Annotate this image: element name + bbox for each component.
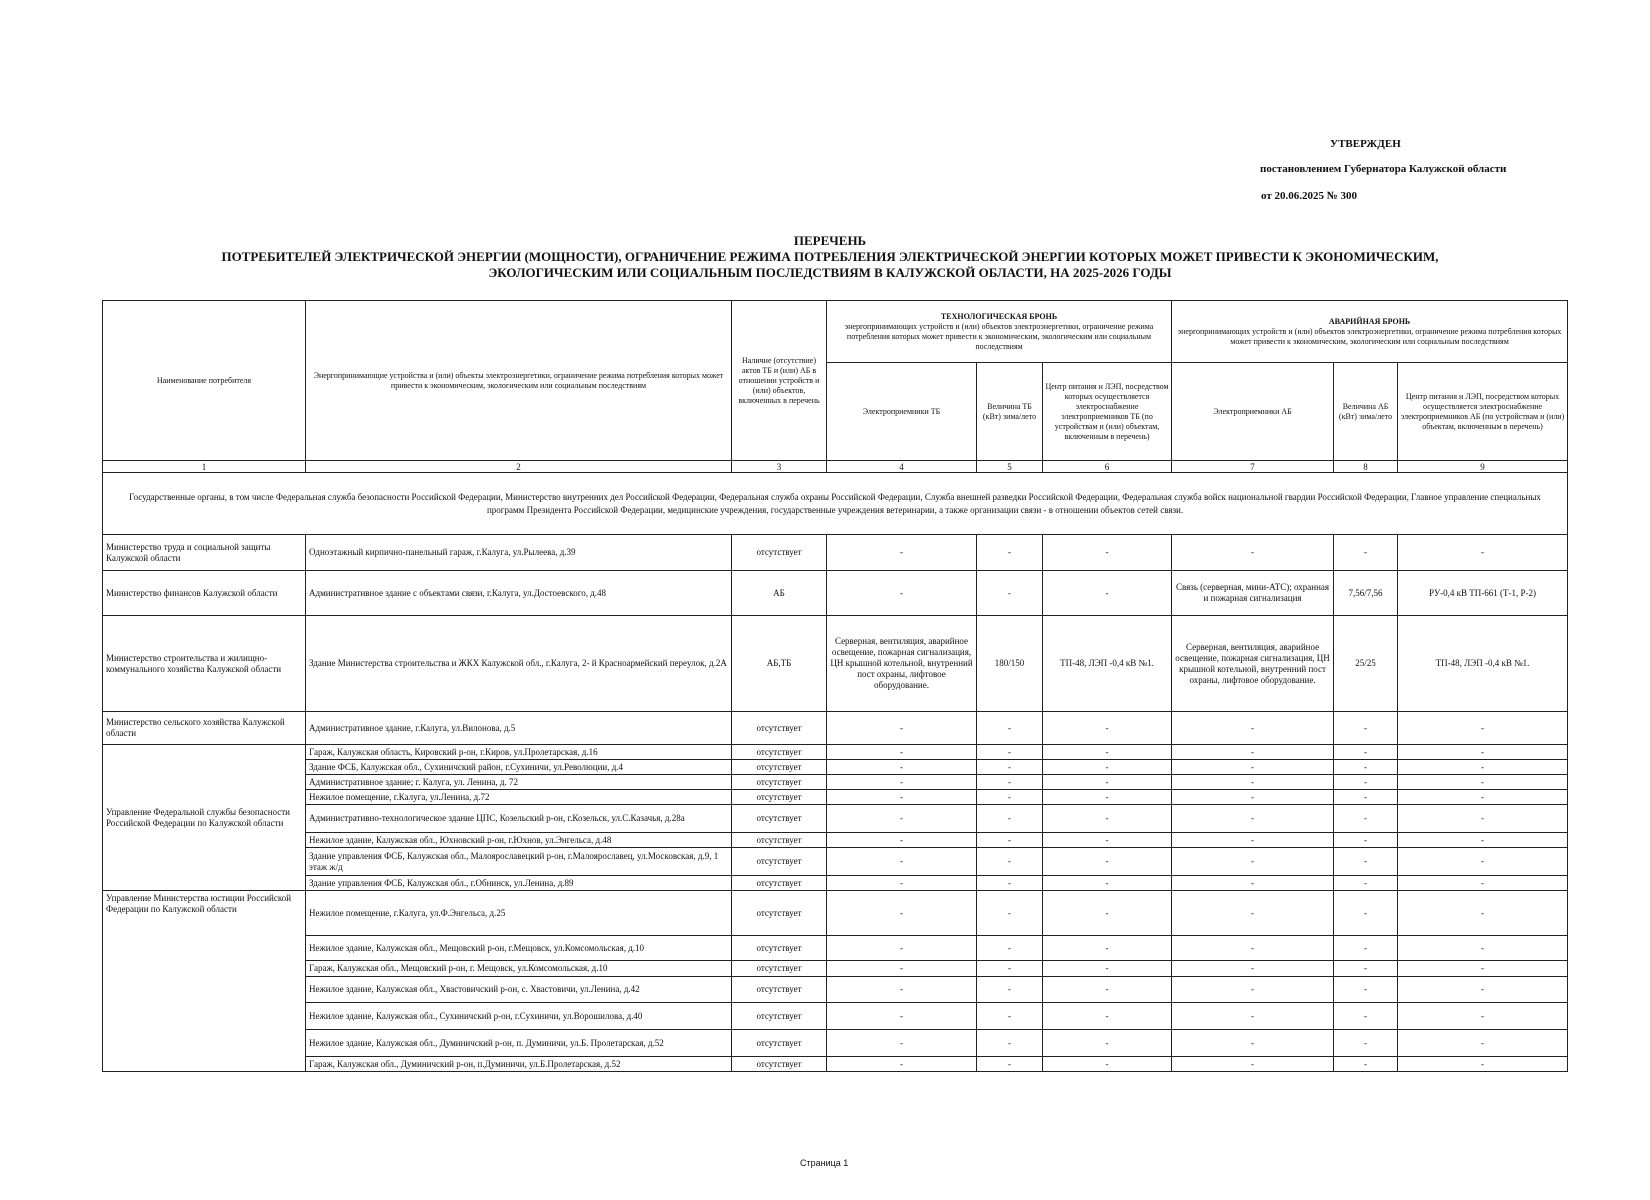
header-row-1 <box>103 301 1568 363</box>
table-row <box>103 745 1568 760</box>
ab-center-cell: - <box>1398 775 1568 790</box>
approval-decree: постановлением Губернатора Калужской области <box>1260 163 1507 175</box>
tb-center-cell: - <box>1043 1057 1172 1072</box>
ab-value-cell: - <box>1334 1003 1398 1030</box>
tb-center-cell: - <box>1043 535 1172 571</box>
title-line-1: ПЕРЕЧЕНЬ <box>793 233 867 248</box>
tb-center-cell: - <box>1043 1003 1172 1030</box>
object-cell: Нежилое здание, Калужская обл., Хвастовичский р-он, с. Хвастовичи, ул.Ленина, д.42 <box>306 977 732 1003</box>
tb-center-cell: - <box>1043 571 1172 616</box>
tb-receivers-cell: - <box>827 712 977 745</box>
ab-value-cell: - <box>1334 745 1398 760</box>
ab-receivers-cell: - <box>1172 936 1334 961</box>
ab-value-cell: 25/25 <box>1334 616 1398 712</box>
header-consumer: Наименование потребителя <box>103 301 306 461</box>
tb-center-cell: - <box>1043 790 1172 805</box>
column-number: 1 <box>103 461 306 473</box>
tb-receivers-cell: - <box>827 775 977 790</box>
ab-center-cell: ТП-48, ЛЭП -0,4 кВ №1. <box>1398 616 1568 712</box>
ab-center-cell: - <box>1398 805 1568 833</box>
ab-value-cell: - <box>1334 775 1398 790</box>
ab-center-cell: - <box>1398 876 1568 891</box>
org-name: Управление Федеральной службы безопасности Российской Федерации по Калужской области <box>103 745 306 891</box>
section-row <box>103 473 1568 535</box>
tb-center-cell: - <box>1043 977 1172 1003</box>
ab-receivers-cell: - <box>1172 891 1334 936</box>
header-tb-value: Величина ТБ (кВт) зима/лето <box>977 363 1043 461</box>
table-row <box>103 977 1568 1003</box>
ab-receivers-cell: Связь (серверная, мини-АТС); охранная и пожарная сигнализация <box>1172 571 1334 616</box>
tb-receivers-cell: - <box>827 745 977 760</box>
tb-center-cell: - <box>1043 745 1172 760</box>
ab-center-cell: - <box>1398 936 1568 961</box>
header-ab-value: Величина АБ (кВт) зима/лето <box>1334 363 1398 461</box>
approval-title: УТВЕРЖДЕН <box>1330 138 1401 150</box>
tech-reserve-subtitle: энергопринимающих устройств и (или) объектов электроэнергетики, ограничение режима потребления которых может привести к экономическим, экологическим или социальным последствиям <box>844 321 1154 351</box>
org-name: Министерство строительства и жилищно-коммунального хозяйства Калужской области <box>103 616 306 712</box>
ab-center-cell: - <box>1398 891 1568 936</box>
object-cell: Административное здание, г.Калуга, ул.Вилонова, д.5 <box>306 712 732 745</box>
tech-reserve-title: ТЕХНОЛОГИЧЕСКАЯ БРОНЬ <box>940 311 1058 321</box>
table-row <box>103 833 1568 848</box>
tb-value-cell: - <box>977 745 1043 760</box>
header-ab-receivers: Электроприемники АБ <box>1172 363 1334 461</box>
table-row <box>103 848 1568 876</box>
acts-cell: отсутствует <box>732 805 827 833</box>
object-cell: Здание ФСБ, Калужская обл., Сухиничский район, г.Сухиничи, ул.Революции, д.4 <box>306 760 732 775</box>
object-cell: Нежилое здание, Калужская обл., Мещовский р-он, г.Мещовск, ул.Комсомольская, д.10 <box>306 936 732 961</box>
tb-value-cell: 180/150 <box>977 616 1043 712</box>
ab-center-cell: - <box>1398 1003 1568 1030</box>
tb-center-cell: ТП-48, ЛЭП -0,4 кВ №1. <box>1043 616 1172 712</box>
acts-cell: отсутствует <box>732 1003 827 1030</box>
ab-receivers-cell: - <box>1172 775 1334 790</box>
table-row <box>103 571 1568 616</box>
acts-cell: отсутствует <box>732 1030 827 1057</box>
tb-value-cell: - <box>977 712 1043 745</box>
tb-center-cell: - <box>1043 936 1172 961</box>
tb-center-cell: - <box>1043 1030 1172 1057</box>
ab-center-cell: - <box>1398 790 1568 805</box>
section-title: Государственные органы, в том числе Федеральная служба безопасности Российской Федерации, Министерство внутренних дел Российской Федерации, Федеральная служба охраны Российской Федерации, Служба внешней разведки Российской Федерации, Федеральная служба войск национальной гвардии Российской Федерации, Главное управление специальных программ Президента Российской Федерации, медицинские учреждения, государственные учреждения ветеринарии, а также организации связи - в отношении объектов сетей связи. <box>103 473 1568 535</box>
acts-cell: отсутствует <box>732 833 827 848</box>
title-line-3: ЭКОЛОГИЧЕСКИМ ИЛИ СОЦИАЛЬНЫМ ПОСЛЕДСТВИЯМ В КАЛУЖСКОЙ ОБЛАСТИ, НА 2025-2026 ГОДЫ <box>488 265 1172 280</box>
tb-receivers-cell: - <box>827 535 977 571</box>
tb-value-cell: - <box>977 805 1043 833</box>
tb-receivers-cell: - <box>827 833 977 848</box>
org-name: Министерство финансов Калужской области <box>103 571 306 616</box>
tb-value-cell: - <box>977 571 1043 616</box>
ab-center-cell: - <box>1398 760 1568 775</box>
ab-receivers-cell: - <box>1172 760 1334 775</box>
ab-value-cell: - <box>1334 936 1398 961</box>
ab-value-cell: - <box>1334 833 1398 848</box>
tb-receivers-cell: - <box>827 891 977 936</box>
header-emergency-reserve <box>1172 301 1568 363</box>
tb-receivers-cell: - <box>827 961 977 977</box>
tb-center-cell: - <box>1043 712 1172 745</box>
column-number: 9 <box>1398 461 1568 473</box>
tb-value-cell: - <box>977 876 1043 891</box>
column-number: 3 <box>732 461 827 473</box>
table-row <box>103 891 1568 936</box>
ab-receivers-cell: - <box>1172 712 1334 745</box>
table-row <box>103 712 1568 745</box>
tb-receivers-cell: - <box>827 876 977 891</box>
table-row <box>103 876 1568 891</box>
ab-value-cell: - <box>1334 805 1398 833</box>
tb-receivers-cell: - <box>827 805 977 833</box>
approval-date: от 20.06.2025 № 300 <box>1261 190 1358 202</box>
ab-center-cell: - <box>1398 1030 1568 1057</box>
acts-cell: отсутствует <box>732 977 827 1003</box>
acts-cell: отсутствует <box>732 891 827 936</box>
ab-receivers-cell: - <box>1172 805 1334 833</box>
ab-center-cell: - <box>1398 535 1568 571</box>
object-cell: Административно-технологическое здание ЦПС, Козельский р-он, г.Козельск, ул.С.Казачья, д.28а <box>306 805 732 833</box>
tb-value-cell: - <box>977 936 1043 961</box>
table-row <box>103 961 1568 977</box>
ab-receivers-cell: - <box>1172 1003 1334 1030</box>
acts-cell: отсутствует <box>732 790 827 805</box>
acts-cell: отсутствует <box>732 745 827 760</box>
emergency-reserve-subtitle: энергопринимающих устройств и (или) объектов электроэнергетики, ограничение режима потребления которых может привести к экономическим, экологическим или социальным последствиям <box>1177 326 1562 346</box>
header-tb-center: Центр питания и ЛЭП, посредством которых осуществляется электроснабжение электроприемников ТБ (по устройствам и (или) объектам, включенным в перечень) <box>1043 363 1172 461</box>
tb-center-cell: - <box>1043 760 1172 775</box>
ab-value-cell: - <box>1334 1030 1398 1057</box>
table-row <box>103 1030 1568 1057</box>
tb-receivers-cell: - <box>827 848 977 876</box>
table-row <box>103 535 1568 571</box>
emergency-reserve-title: АВАРИЙНАЯ БРОНЬ <box>1328 316 1411 326</box>
ab-center-cell: - <box>1398 833 1568 848</box>
ab-receivers-cell: - <box>1172 1057 1334 1072</box>
tb-receivers-cell: - <box>827 1030 977 1057</box>
ab-receivers-cell: - <box>1172 961 1334 977</box>
ab-receivers-cell: - <box>1172 848 1334 876</box>
ab-receivers-cell: - <box>1172 876 1334 891</box>
ab-value-cell: - <box>1334 535 1398 571</box>
tb-value-cell: - <box>977 1030 1043 1057</box>
acts-cell: АБ <box>732 571 827 616</box>
header-tb-receivers: Электроприемники ТБ <box>827 363 977 461</box>
header-objects: Энергопринимающие устройства и (или) объекты электроэнергетики, ограничение режима потребления которых может привести к экономическим, экологическим или социальным последствиям <box>306 301 732 461</box>
ab-value-cell: - <box>1334 712 1398 745</box>
tb-value-cell: - <box>977 775 1043 790</box>
table-row <box>103 1003 1568 1030</box>
header-tech-reserve <box>827 301 1172 363</box>
tb-receivers-cell: Серверная, вентиляция, аварийное освещение, пожарная сигнализация, ЦН крышной котельной, внутренний пост охраны, лифтовое оборудование. <box>827 616 977 712</box>
column-numbers-row <box>103 461 1568 473</box>
header-ab-center: Центр питания и ЛЭП, посредством которых осуществляется электроснабжение электроприемников АБ (по устройствам и (или) объектам, включенным в перечень) <box>1398 363 1568 461</box>
ab-receivers-cell: - <box>1172 535 1334 571</box>
tb-value-cell: - <box>977 848 1043 876</box>
table-row <box>103 790 1568 805</box>
tb-receivers-cell: - <box>827 1057 977 1072</box>
tb-value-cell: - <box>977 790 1043 805</box>
ab-receivers-cell: - <box>1172 833 1334 848</box>
acts-cell: АБ,ТБ <box>732 616 827 712</box>
org-name: Управление Министерства юстиции Российской Федерации по Калужской области <box>103 891 306 1072</box>
ab-center-cell: - <box>1398 961 1568 977</box>
object-cell: Нежилое здание, Калужская обл., Сухиничский р-он, г.Сухиничи, ул.Ворошилова, д.40 <box>306 1003 732 1030</box>
ab-center-cell: - <box>1398 712 1568 745</box>
ab-value-cell: - <box>1334 876 1398 891</box>
object-cell: Гараж, Калужская область, Кировский р-он, г.Киров, ул.Пролетарская, д.16 <box>306 745 732 760</box>
tb-receivers-cell: - <box>827 760 977 775</box>
ab-value-cell: - <box>1334 961 1398 977</box>
acts-cell: отсутствует <box>732 535 827 571</box>
ab-center-cell: - <box>1398 745 1568 760</box>
object-cell: Административное здание с объектами связи, г.Калуга, ул.Достоевского, д.48 <box>306 571 732 616</box>
acts-cell: отсутствует <box>732 936 827 961</box>
ab-center-cell: - <box>1398 1057 1568 1072</box>
object-cell: Нежилое здание, Калужская обл., Юхновский р-он, г.Юхнов, ул.Энгельса, д.48 <box>306 833 732 848</box>
object-cell: Нежилое здание, Калужская обл., Думиничский р-он, п. Думиничи, ул.Б. Пролетарская, д.52 <box>306 1030 732 1057</box>
title-line-2: ПОТРЕБИТЕЛЕЙ ЭЛЕКТРИЧЕСКОЙ ЭНЕРГИИ (МОЩНОСТИ), ОГРАНИЧЕНИЕ РЕЖИМА ПОТРЕБЛЕНИЯ ЭЛЕКТРИЧЕСКОЙ ЭНЕРГИИ КОТОРЫХ МОЖЕТ ПРИВЕСТИ К ЭКОНОМИЧЕСКИМ, <box>221 249 1439 264</box>
ab-receivers-cell: - <box>1172 1030 1334 1057</box>
page-number: Страница 1 <box>800 1158 849 1168</box>
tb-value-cell: - <box>977 977 1043 1003</box>
ab-receivers-cell: - <box>1172 977 1334 1003</box>
tb-value-cell: - <box>977 961 1043 977</box>
ab-receivers-cell: - <box>1172 745 1334 760</box>
tb-receivers-cell: - <box>827 936 977 961</box>
ab-receivers-cell: Серверная, вентиляция, аварийное освещение, пожарная сигнализация, ЦН крышной котельной, внутренний пост охраны, лифтовое оборудование. <box>1172 616 1334 712</box>
ab-center-cell: - <box>1398 848 1568 876</box>
tb-value-cell: - <box>977 833 1043 848</box>
column-number: 5 <box>977 461 1043 473</box>
acts-cell: отсутствует <box>732 876 827 891</box>
object-cell: Нежилое помещение, г.Калуга, ул.Ф.Энгельса, д.25 <box>306 891 732 936</box>
object-cell: Здание Министерства строительства и ЖКХ Калужской обл., г.Калуга, 2- й Красноармейский перeулок, д.2А <box>306 616 732 712</box>
ab-value-cell: - <box>1334 1057 1398 1072</box>
acts-cell: отсутствует <box>732 1057 827 1072</box>
tb-center-cell: - <box>1043 961 1172 977</box>
tb-receivers-cell: - <box>827 977 977 1003</box>
tb-receivers-cell: - <box>827 1003 977 1030</box>
tb-receivers-cell: - <box>827 790 977 805</box>
tb-center-cell: - <box>1043 848 1172 876</box>
object-cell: Здание управления ФСБ, Калужская обл., Малоярославецкий р-он, г.Малоярославец, ул.Московская, д.9, 1 этаж ж/д <box>306 848 732 876</box>
ab-receivers-cell: - <box>1172 790 1334 805</box>
tb-center-cell: - <box>1043 775 1172 790</box>
document-title <box>95 233 1565 281</box>
object-cell: Одноэтажный кирпично-панельный гараж, г.Калуга, ул.Рылеева, д.39 <box>306 535 732 571</box>
tb-value-cell: - <box>977 891 1043 936</box>
tb-center-cell: - <box>1043 833 1172 848</box>
ab-center-cell: - <box>1398 977 1568 1003</box>
tb-value-cell: - <box>977 1057 1043 1072</box>
ab-center-cell: РУ-0,4 кВ ТП-661 (Т-1, Р-2) <box>1398 571 1568 616</box>
ab-value-cell: - <box>1334 790 1398 805</box>
object-cell: Административное здание; г. Калуга, ул. Ленина, д. 72 <box>306 775 732 790</box>
tb-value-cell: - <box>977 535 1043 571</box>
column-number: 6 <box>1043 461 1172 473</box>
acts-cell: отсутствует <box>732 775 827 790</box>
tb-value-cell: - <box>977 1003 1043 1030</box>
column-number: 2 <box>306 461 732 473</box>
ab-value-cell: - <box>1334 848 1398 876</box>
table-row <box>103 805 1568 833</box>
tb-receivers-cell: - <box>827 571 977 616</box>
table-row <box>103 775 1568 790</box>
table-row <box>103 1057 1568 1072</box>
object-cell: Здание управления ФСБ, Калужская обл., г.Обнинск, ул.Ленина, д.89 <box>306 876 732 891</box>
table-row <box>103 936 1568 961</box>
tb-center-cell: - <box>1043 891 1172 936</box>
tb-center-cell: - <box>1043 876 1172 891</box>
column-number: 7 <box>1172 461 1334 473</box>
table-row <box>103 616 1568 712</box>
acts-cell: отсутствует <box>732 712 827 745</box>
column-number: 4 <box>827 461 977 473</box>
object-cell: Гараж, Калужская обл., Мещовский р-он, г. Мещовск, ул.Комсомольская, д.10 <box>306 961 732 977</box>
ab-value-cell: - <box>1334 891 1398 936</box>
column-number: 8 <box>1334 461 1398 473</box>
acts-cell: отсутствует <box>732 760 827 775</box>
tb-center-cell: - <box>1043 805 1172 833</box>
header-acts: Наличие (отсутствие) актов ТБ и (или) АБ в отношении устройств и (или) объектов, включенных в перечень <box>732 301 827 461</box>
acts-cell: отсутствует <box>732 961 827 977</box>
org-name: Министерство труда и социальной защиты Калужской области <box>103 535 306 571</box>
ab-value-cell: - <box>1334 977 1398 1003</box>
object-cell: Нежилое помещение, г.Калуга, ул.Ленина, д.72 <box>306 790 732 805</box>
acts-cell: отсутствует <box>732 848 827 876</box>
tb-value-cell: - <box>977 760 1043 775</box>
ab-value-cell: - <box>1334 760 1398 775</box>
consumers-table <box>102 300 1568 1072</box>
object-cell: Гараж, Калужская обл., Думиничский р-он, п.Думиничи, ул.Б.Пролетарская, д.52 <box>306 1057 732 1072</box>
ab-value-cell: 7,56/7,56 <box>1334 571 1398 616</box>
table-row <box>103 760 1568 775</box>
org-name: Министерство сельского хозяйства Калужской области <box>103 712 306 745</box>
